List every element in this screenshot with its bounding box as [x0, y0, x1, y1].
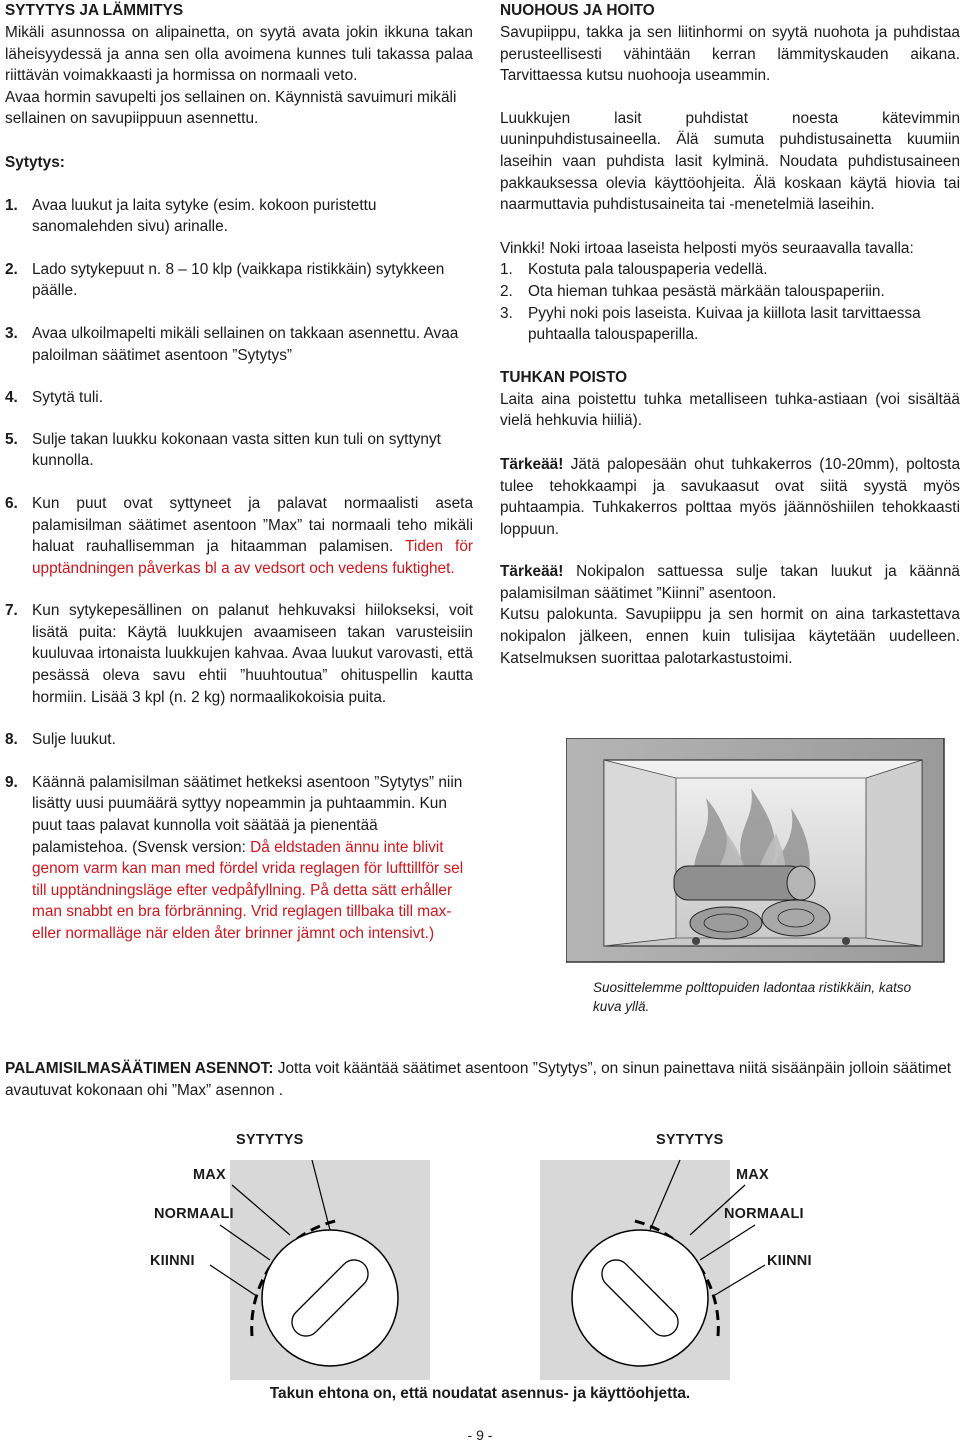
section-title-nuohous: NUOHOUS JA HOITO: [500, 2, 655, 19]
page-number: - 9 -: [467, 1427, 493, 1443]
step-3: [5, 323, 473, 366]
tip-number: 3.: [500, 304, 513, 322]
illustration-caption: Suosittelemme polttopuiden ladontaa ristikkäin, katso kuva yllä.: [593, 980, 912, 1014]
right-label-normaali: NORMAALI: [724, 1206, 804, 1222]
step-text: Kun puut ovat syttyneet ja palavat normaalisti aseta palamisilman säätimet asentoon ”Max” tai normaali teho mikäli haluat rauhallisemman ja hitaamman palamisen.: [32, 494, 473, 556]
step-7: [5, 600, 473, 708]
damper-positions-text: Jotta voit kääntää säätimet asentoon ”Sytytys”, on sinun painettava niitä sisäänpäin jolloin säätimet avautuvat kokonaan ohi ”Max” asennon .: [5, 1060, 952, 1099]
step-number: 3.: [5, 324, 18, 342]
important-note-2: [500, 561, 960, 604]
step-text: Kun sytykepesällinen on palanut hehkuvaksi hiilokseksi, voit lisätä puita: Käytä luukkujen avaamiseen takan varusteisiin kuuluvaa irtonaista luukkujen kahvaa. Avaa luukut varovasti, että pesässä oleva savu ehtii ”huuhtoutua” ohituspellin kautta hormiin. Lisää 3 kpl (n. 2 kg) normaalikokoisia puita.: [32, 602, 473, 706]
important-label: Tärkeää!: [500, 455, 564, 473]
tip-text: Pyyhi noki pois laseista. Kuivaa ja kiillota lasit tarvittaessa puhtaalla talouspaperilla.: [528, 304, 921, 344]
left-label-normaali: NORMAALI: [154, 1206, 234, 1222]
important-text: Nokipalon sattuessa sulje takan luukut ja käännä palamisilman säätimet ”Kiinni” asentoon.: [500, 563, 960, 602]
step-8: [5, 729, 473, 751]
step-number: 1.: [5, 196, 18, 214]
chimney-fire-paragraph: Kutsu palokunta. Savupiippu ja sen hormit on aina tarkastettava nokipalon jälkeen, ennen kuin tulisijaa käytetään uudelleen. Katselmuksen suorittaa palotarkastustoimi.: [500, 606, 960, 667]
step-number: 8.: [5, 731, 18, 749]
glass-cleaning-paragraph: Luukkujen lasit puhdistat noesta kätevimmin uuninpuhdistusaineella. Älä sumuta puhdistusainetta kuumiin laseihin vaan puhdista lasit kylminä. Noudata puhdistusaineen pakkauksessa olevia käyttöohjeita. Älä koskaan käytä hiovia tai naarmuttavia puhdistusaineita tai -menetelmiä laseihin.: [500, 109, 960, 214]
step-4: [5, 387, 473, 409]
tip-number: 1.: [500, 261, 513, 279]
subtitle-sytytys: Sytytys:: [5, 153, 65, 171]
step-6: [5, 493, 473, 579]
left-label-kiinni: KIINNI: [150, 1253, 195, 1269]
right-label-sytytys: SYTYTYS: [656, 1132, 724, 1148]
step-number: 5.: [5, 430, 18, 448]
tip-3: [500, 303, 960, 346]
right-label-max: MAX: [736, 1167, 769, 1183]
warranty-note: Takun ehtona on, että noudatat asennus- ja käyttöohjetta.: [269, 1385, 691, 1402]
step-note-swedish: Tiden för upptändningen påverkas bl a av vedsort och vedens fuktighet.: [32, 538, 474, 577]
left-dial-diagram: [140, 1120, 430, 1380]
tip-1: [500, 259, 960, 281]
step-2: [5, 259, 473, 302]
tip-text: Ota hieman tuhkaa pesästä märkään talouspaperiin.: [528, 282, 885, 300]
step-number: 7.: [5, 602, 18, 620]
step-text: Avaa ulkoilmapelti mikäli sellainen on takkaan asennettu. Avaa paloilman säätimet asentoon ”Sytytys”: [32, 324, 459, 364]
important-text: Jätä palopesään ohut tuhkakerros (10-20mm), poltosta tulee tehokkaampi ja savukaasut ovat siitä syystä myös puhtaampia. Tuhkakerros polttaa myös jäännöshiilen tehokkaasti loppuun.: [500, 455, 960, 538]
right-dial-diagram: [540, 1120, 830, 1380]
left-dial-graphic: [140, 1120, 430, 1380]
step-5: [5, 429, 473, 472]
right-label-kiinni: KIINNI: [767, 1253, 812, 1269]
step-text: Sulje luukut.: [32, 731, 116, 749]
right-dial-graphic: [540, 1120, 830, 1380]
section-title-tuhka: TUHKAN POISTO: [500, 368, 628, 386]
right-column: [500, 0, 960, 669]
step-number: 9.: [5, 773, 18, 791]
step-text: Käännä palamisilman säätimet hetkeksi asentoon ”Sytytys” niin lisätty uusi puumäärä syttyy nopeammin ja puhtaammin. Kun puut taas palavat kunnolla voit säätää ja pienentää palamistehoa.: [32, 773, 463, 856]
section-title-sytytys: SYTYTYS JA LÄMMITYS: [5, 2, 184, 19]
ash-paragraph: Laita aina poistettu tuhka metalliseen tuhka-astiaan (voi sisältää vielä hehkuvia hiiliä).: [500, 390, 960, 430]
intro-paragraph: Mikäli asunnossa on alipainetta, on syytä avata jokin ikkuna takan läheisyydessä ja anna sen olla avoimena kunnes tuli takassa palaa riittävän voimakkaasti ja hormissa on normaali veto.: [5, 24, 473, 85]
step-number: 4.: [5, 389, 18, 407]
tip-number: 2.: [500, 282, 513, 300]
tip-intro: Vinkki! Noki irtoaa laseista helposti myös seuraavalla tavalla:: [500, 239, 914, 257]
step-9: [5, 772, 473, 945]
step-number: 6.: [5, 494, 18, 512]
damper-positions-label: PALAMISILMASÄÄTIMEN ASENNOT:: [5, 1060, 274, 1077]
step-number: 2.: [5, 260, 18, 278]
svensk-text: Då eldstaden ännu inte blivit genom varm kan man med fördel vrida reglagen för lufttillför sel till upptändningsläge efter vedpåfyllning. På detta sätt erhåller man snabbt en bra förbränning. Vrid reglagen tillbaka till max- eller normalläge när elden åter brinner jämnt och intensivt.): [32, 838, 464, 942]
step-text: Lado sytykepuut n. 8 – 10 klp (vaikkapa ristikkäin) sytykkeen päälle.: [32, 260, 445, 300]
important-note-1: [500, 454, 960, 540]
step-text: Sytytä tuli.: [32, 389, 103, 407]
svensk-prefix: (Svensk version:: [132, 838, 251, 856]
fireplace-illustration: [566, 738, 946, 963]
important-label: Tärkeää!: [500, 563, 564, 581]
damper-paragraph: Avaa hormin savupelti jos sellainen on. Käynnistä savuimuri mikäli sellainen on savupiippuun asennettu.: [5, 88, 457, 128]
damper-positions-note: [5, 1058, 957, 1101]
sweeping-paragraph: Savupiippu, takka ja sen liitinhormi on syytä nuohota ja puhdistaa perusteellisesti vähintään kerran lämmityskauden aikana. Tarvittaessa kutsu nuohooja useammin.: [500, 24, 960, 85]
step-text: Avaa luukut ja laita sytyke (esim. kokoon puristettu sanomalehden sivu) arinalle.: [32, 196, 377, 236]
step-1: [5, 195, 473, 238]
tip-2: [500, 281, 960, 303]
left-label-sytytys: SYTYTYS: [236, 1132, 304, 1148]
left-column: [5, 0, 473, 945]
left-label-max: MAX: [193, 1167, 226, 1183]
step-text: Sulje takan luukku kokonaan vasta sitten kun tuli on syttynyt kunnolla.: [32, 430, 441, 470]
tip-text: Kostuta pala talouspaperia vedellä.: [528, 261, 768, 279]
